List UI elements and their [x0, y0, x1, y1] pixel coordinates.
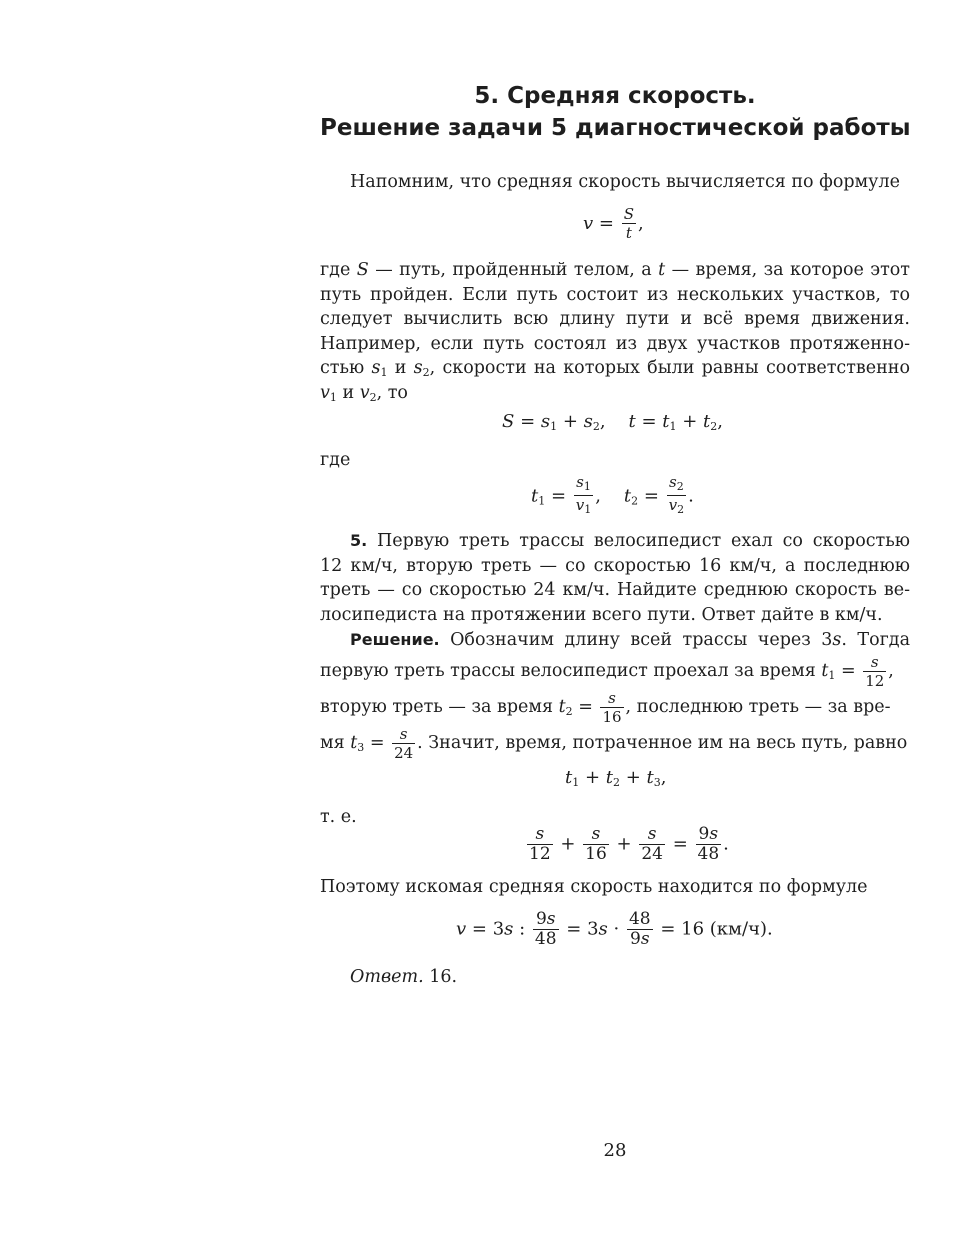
ie-text: т. е. [320, 807, 357, 827]
definition-paragraph [320, 258, 910, 405]
solution-text-3b: , последнюю треть — за вре- [625, 697, 891, 717]
answer-value: 16. [423, 967, 458, 987]
therefore-text: Поэтому искомая средняя скорость находится по формуле [320, 877, 868, 897]
solution-text-3a: вторую треть — за время [320, 697, 559, 717]
intro-paragraph [320, 170, 910, 195]
solution-label: Решение. [350, 630, 440, 649]
problem-line-4: лосипедиста на протяжении всего пути. Ответ дайте в км/ч. [320, 604, 883, 625]
formula-total-time: $t_1 + t_2 + t_3$, [565, 767, 667, 789]
page-number: 28 [603, 1140, 627, 1161]
title-line-1: 5. Средняя скорость. [474, 83, 756, 109]
def-line-1: где S — путь, пройденный телом, а t — время, за которое этот [320, 260, 910, 280]
therefore-paragraph [320, 875, 910, 900]
section-title [320, 80, 910, 144]
title-line-2: Решение задачи 5 диагностической работы [320, 115, 911, 141]
intro-line: Напомним, что средняя скорость вычисляется по формуле [350, 172, 900, 192]
problem-line-3: треть — со скоростью 24 км/ч. Найдите среднюю скорость ве- [320, 580, 910, 600]
problem-line-2: 12 км/ч, вторую треть — со скоростью 16 км/ч, а последнюю [320, 555, 910, 576]
solution-text-4a: мя [320, 733, 351, 753]
solution-paragraph [320, 628, 910, 653]
def-line-2: путь пройден. Если путь состоит из нескольких участков, то [320, 284, 910, 305]
def-line-4: Например, если путь состоял из двух участков протяженно- [320, 333, 910, 354]
where-label [320, 448, 910, 473]
def-line-3: следует вычислить всю длину пути и всё время движения. [320, 309, 910, 329]
problem-number: 5. [350, 531, 368, 550]
where-text: где [320, 450, 351, 470]
def-line-6: $v_1$ и $v_2$, то [320, 382, 408, 404]
formula-fraction-sum: $\frac{s}{12}$ + $\frac{s}{16}$ + $\frac{s}{24}$ = $\frac{9s}{48}$ . [529, 824, 729, 864]
problem-line-1: 5. Первую треть трассы велосипедист ехал со скоростью [350, 531, 910, 551]
formula-v-s-t: v = $\frac{S}{t}$ , [583, 205, 644, 242]
formula-times: $t_1$ = $\frac{s_1}{v_1}$ , $t_2$ = $\frac{s_2}{v_2}$ . [531, 473, 694, 516]
answer-label: Ответ. [350, 967, 424, 987]
formula-final-speed: v = 3s : $\frac{9s}{48}$ = 3s · $\frac{48}{9s}$ = 16 (км/ч). [456, 909, 773, 949]
solution-line-3: вторую треть — за время $t_2$ = $\frac{s}{16}$ , последнюю треть — за вре- [320, 689, 891, 726]
formula-sum: $S = s_1 + s_2$, $t = t_1 + t_2$, [502, 411, 724, 433]
solution-line-4: мя $t_3$ = $\frac{s}{24}$ . Значит, время, потраченное им на весь путь, равно [320, 725, 908, 762]
solution-line-2: первую треть трассы велосипедист проехал за время $t_1$ = $\frac{s}{12}$ , [320, 653, 894, 690]
solution-text-4b: . Значит, время, потраченное им на весь путь, равно [417, 733, 908, 753]
problem-statement [320, 529, 910, 627]
speed-result: 16 (км/ч). [681, 918, 773, 940]
answer-line [320, 965, 910, 990]
solution-text-2: первую треть трассы велосипедист проехал за время [320, 661, 822, 681]
solution-line-1: Решение. Обозначим длину всей трассы через 3s. Тогда [350, 630, 910, 650]
def-line-5: стью $s_1$ и $s_2$, скорости на которых были равны соответственно [320, 358, 910, 379]
